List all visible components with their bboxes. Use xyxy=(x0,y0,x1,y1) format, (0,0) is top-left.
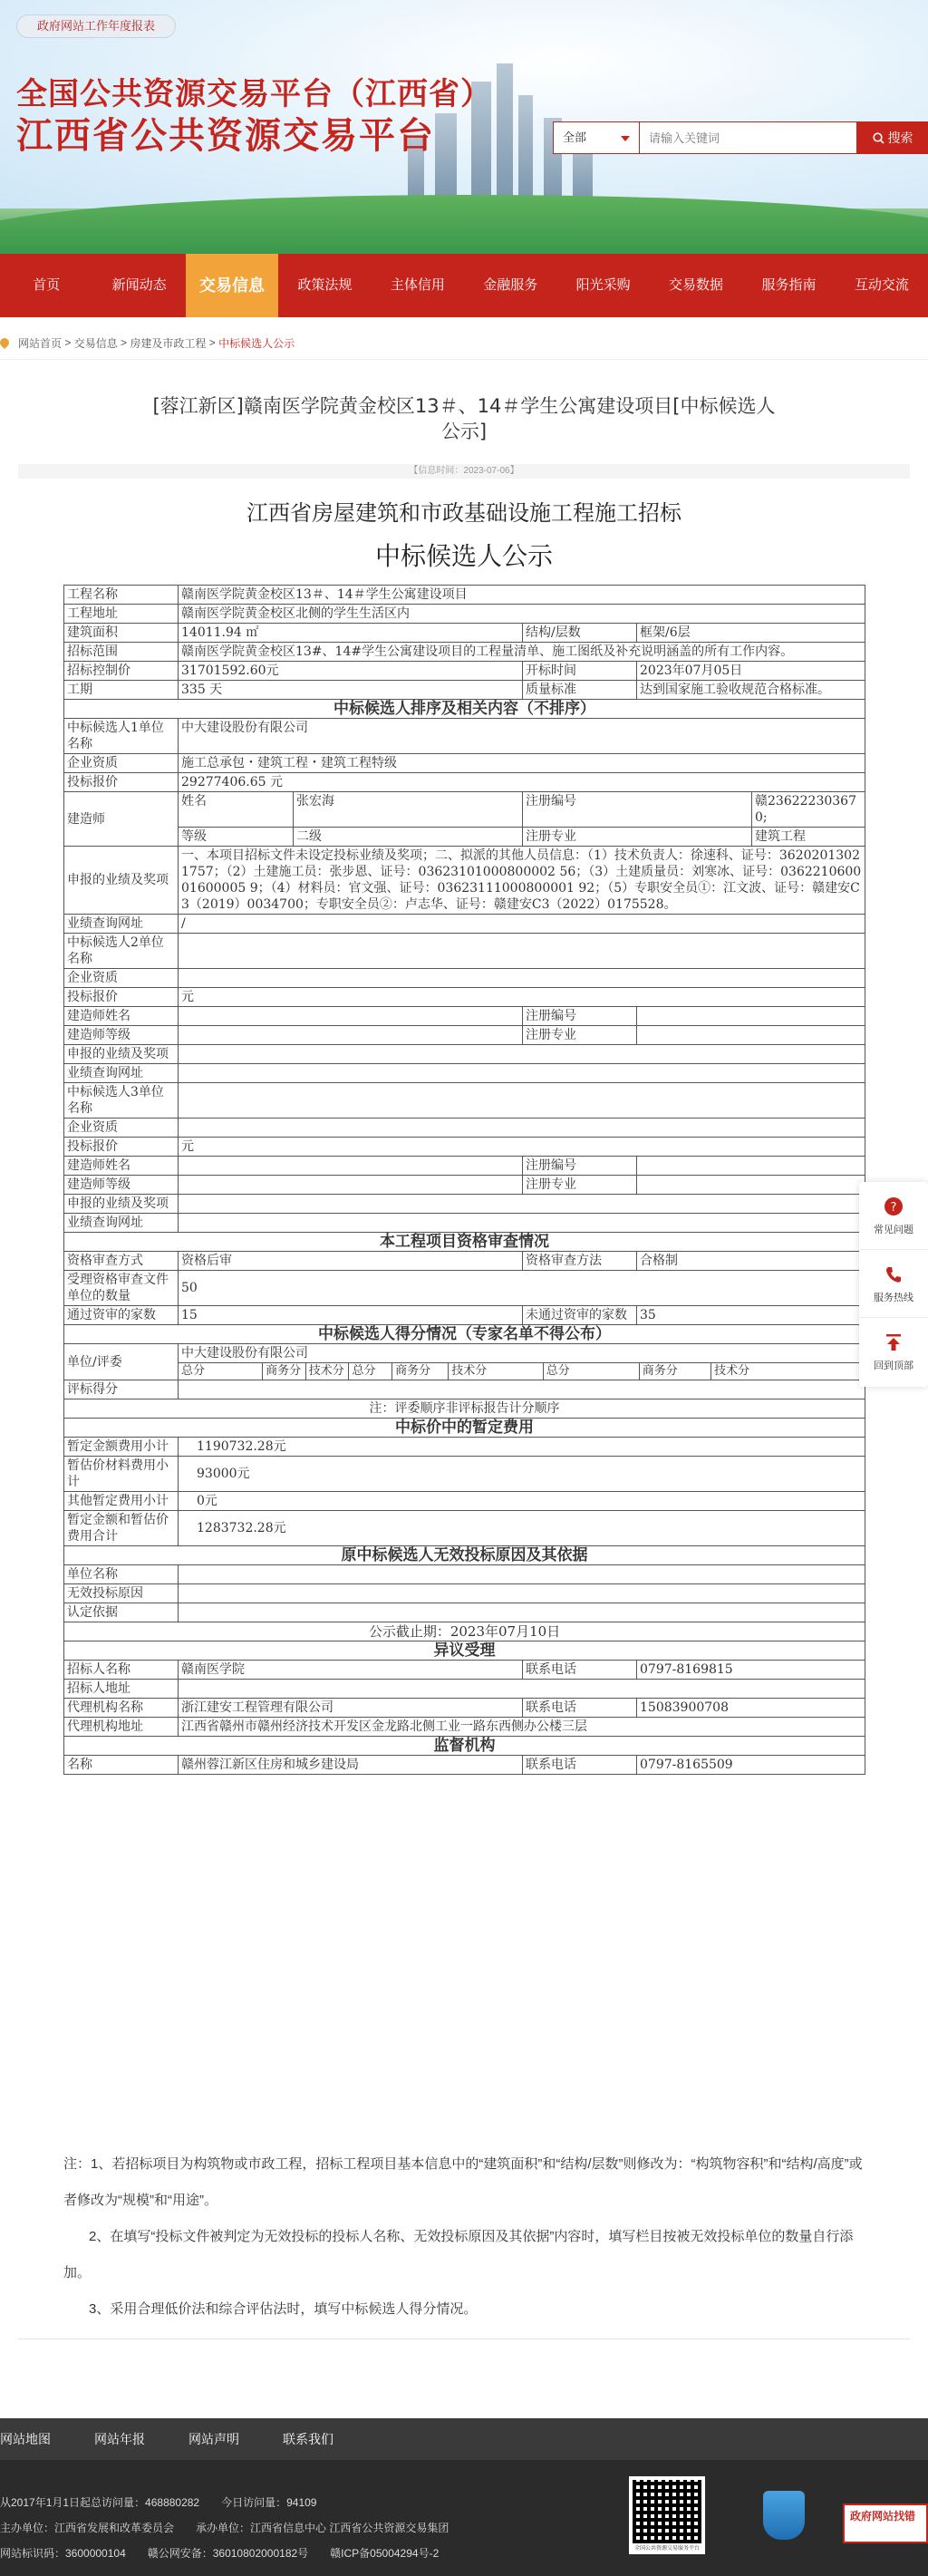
nav-guide[interactable]: 服务指南 xyxy=(761,277,817,293)
phone-icon xyxy=(884,1264,904,1284)
qr-code xyxy=(629,2476,705,2554)
doc-subheading: 中标候选人公示 xyxy=(374,541,553,571)
faq-button[interactable] xyxy=(859,1182,928,1250)
banner-building xyxy=(435,113,457,199)
table-row: 业绩查询网址 xyxy=(64,1214,865,1233)
nav-policy[interactable]: 政策法规 xyxy=(297,277,353,293)
footer-site-ids: 网站标识码：3600000104 赣公网安备：36010802000182号 赣ICP备05004294号-2 xyxy=(0,2547,440,2560)
breadcrumb-category[interactable]: 房建及市政工程 xyxy=(130,336,207,350)
back-to-top-label: 回到顶部 xyxy=(874,1361,914,1371)
table-row: 工期 335 天 质量标准 达到国家施工验收规范合格标准。 xyxy=(64,681,865,700)
table-row: 暂估价材料费用小计 93000元 xyxy=(64,1457,865,1492)
hotline-button[interactable] xyxy=(859,1250,928,1318)
announcement-table xyxy=(63,585,865,1775)
table-row: 中标候选人2单位名称 xyxy=(64,934,865,969)
table-row: 招标人地址 xyxy=(64,1680,865,1699)
table-row: 代理机构地址 江西省赣州市赣州经济技术开发区金龙路北侧工业一路东西侧办公楼三层 xyxy=(64,1718,865,1737)
footer-host-info: 主办单位：江西省发展和改革委员会 承办单位：江西省信息中心 江西省公共资源交易集团 xyxy=(0,2522,450,2534)
table-row: 建造师等级 注册专业 xyxy=(64,1026,865,1045)
section-header: 原中标候选人无效投标原因及其依据 xyxy=(64,1546,865,1565)
qr-pattern xyxy=(633,2480,701,2543)
table-row: 评标得分 xyxy=(64,1380,865,1399)
section-header: 中标候选人得分情况（专家名单不得公布） xyxy=(64,1325,865,1344)
table-row: 企业资质 xyxy=(64,969,865,988)
chevron-down-icon xyxy=(621,136,630,141)
gov-error-report-link[interactable]: 政府网站找错 xyxy=(843,2503,928,2543)
table-row: 招标控制价 31701592.60元 开标时间 2023年07月05日 xyxy=(64,662,865,681)
nav-trade-info[interactable]: 交易信息 xyxy=(186,254,278,317)
table-row: 工程地址 赣南医学院黄金校区北侧的学生生活区内 xyxy=(64,605,865,624)
table-row: 建造师 姓名 张宏海 注册编号 赣236222303670; xyxy=(64,792,865,828)
nav-data[interactable]: 交易数据 xyxy=(669,277,724,293)
nav-procurement[interactable]: 阳光采购 xyxy=(575,277,631,293)
header-banner xyxy=(0,0,928,254)
banner-building xyxy=(518,95,533,199)
footer-link-annual-report[interactable]: 网站年报 xyxy=(94,2432,145,2446)
hotline-label: 服务热线 xyxy=(874,1293,914,1303)
table-row: 建筑面积 14011.94 ㎡ 结构/层数 框架/6层 xyxy=(64,624,865,643)
table-row: 建造师姓名 注册编号 xyxy=(64,1157,865,1176)
table-row: 认定依据 xyxy=(64,1603,865,1622)
table-row: 无效投标原因 xyxy=(64,1584,865,1603)
table-row: 建造师等级 注册专业 xyxy=(64,1176,865,1195)
nav-home[interactable]: 首页 xyxy=(33,277,61,293)
faq-label: 常见问题 xyxy=(874,1225,914,1235)
breadcrumb-current: 中标候选人公示 xyxy=(218,336,295,350)
article-title: [蓉江新区]赣南医学院黄金校区13＃、14＃学生公寓建设项目[中标候选人公示] xyxy=(152,395,776,442)
table-row: 代理机构名称 浙江建安工程管理有限公司 联系电话 15083900708 xyxy=(64,1699,865,1718)
table-row xyxy=(64,1363,865,1380)
note-3: 3、采用合理低价法和综合评估法时，填写中标候选人得分情况。 xyxy=(89,2301,478,2317)
table-row: 暂定金额费用小计 1190732.28元 xyxy=(64,1438,865,1457)
divider xyxy=(0,359,928,360)
article-info-time: 【信息时间：2023-07-06】 xyxy=(18,464,910,479)
breadcrumb: 网站首页 > 交易信息 > 房建及市政工程 > 中标候选人公示 xyxy=(0,332,295,353)
table-row: 业绩查询网址 xyxy=(64,1064,865,1083)
search-button-label: 搜索 xyxy=(887,131,914,145)
table-row: 企业资质 施工总承包・建筑工程・建筑工程特级 xyxy=(64,754,865,773)
footer-visit-stats: 从2017年1月1日起总访问量：468880282 今日访问量：94109 xyxy=(0,2496,317,2509)
nav-finance[interactable]: 金融服务 xyxy=(483,277,538,293)
table-row: 投标报价 元 xyxy=(64,988,865,1007)
search-scope-value: 全部 xyxy=(563,131,587,144)
table-row: 申报的业绩及奖项 xyxy=(64,1045,865,1064)
score-subheader: 总分 商务分 技术分 总分 商务分 技术分 总分 商务分 技术分 xyxy=(179,1363,865,1380)
table-row: 企业资质 xyxy=(64,1119,865,1138)
section-header: 异议受理 xyxy=(64,1641,865,1661)
table-row: 申报的业绩及奖项 一、本项目招标文件未设定投标业绩及奖项；二、拟派的其他人员信息：（1）技术负责人：徐速科、证号：36202013021757；（2）土建施工员：张步恩、证号：03623101000800002 56；（3）土建质量员：刘寒冰、证号：036221060001600005 9；（4）材料员：官文强、证号：03623111000800001 92；（5）专职安全员①：江文波、证号：赣建安C3（2019）0034700；专职安全员②：卢志华、证号：赣建安C3（2022）0175528。 xyxy=(64,847,865,915)
breadcrumb-trade[interactable]: 交易信息 xyxy=(73,336,118,350)
table-row: 建造师姓名 注册编号 xyxy=(64,1007,865,1026)
banner-building xyxy=(497,63,513,199)
table-row: 资格审查方式 资格后审 资格审查方法 合格制 xyxy=(64,1252,865,1271)
table-row: 通过资审的家数 15 未通过资审的家数 35 xyxy=(64,1306,865,1325)
floating-side-panel xyxy=(859,1182,928,1387)
table-row: 中标候选人1单位名称 中大建设股份有限公司 xyxy=(64,719,865,754)
search-bar xyxy=(553,121,928,154)
police-badge-icon[interactable] xyxy=(763,2491,805,2540)
nav-news[interactable]: 新闻动态 xyxy=(111,277,167,293)
note-1: 注：1、若招标项目为构筑物或市政工程，招标工程项目基本信息中的“建筑面积”和“结构/层数”则修改为：“构筑物容积”和“结构/高度”或者修改为“规模”和“用途”。 xyxy=(63,2156,863,2208)
svg-text:?: ? xyxy=(890,1201,897,1215)
note-2: 2、在填写“投标文件被判定为无效投标的投标人名称、无效投标原因及其依据”内容时，填写栏目按被无效投标单位的数量自行添加。 xyxy=(63,2229,854,2281)
site-title-main: 江西省公共资源交易平台 xyxy=(16,114,435,157)
table-row: 招标范围 赣南医学院黄金校区13#、14#学生公寓建设项目的工程量清单、施工图纸及补充说明涵盖的所有工作内容。 xyxy=(64,643,865,662)
site-title-top: 全国公共资源交易平台（江西省） xyxy=(16,76,492,112)
table-row: 暂定金额和暂估价费用合计 1283732.28元 xyxy=(64,1511,865,1546)
table-row: 等级 二级 注册专业 建筑工程 xyxy=(64,828,865,847)
table-row: 投标报价 29277406.65 元 xyxy=(64,773,865,792)
table-row: 公示截止期：2023年07月10日 xyxy=(64,1622,865,1641)
section-header: 中标价中的暂定费用 xyxy=(64,1419,865,1438)
footer-link-sitemap[interactable]: 网站地图 xyxy=(0,2432,51,2446)
arrow-up-icon xyxy=(884,1332,904,1352)
footer-link-contact[interactable]: 联系我们 xyxy=(283,2432,334,2446)
back-to-top-button[interactable] xyxy=(859,1318,928,1386)
nav-interaction[interactable]: 互动交流 xyxy=(854,277,909,293)
table-row: 单位/评委 中大建设股份有限公司 xyxy=(64,1344,865,1363)
qr-caption: 全国公共资源交易服务平台 xyxy=(633,2546,700,2552)
location-pin-icon xyxy=(0,336,11,349)
section-header: 中标候选人排序及相关内容（不排序） xyxy=(64,700,865,719)
breadcrumb-home[interactable]: 网站首页 xyxy=(18,336,63,350)
section-header: 监督机构 xyxy=(64,1737,865,1756)
table-row: 注：评委顺序非评标报告计分顺序 xyxy=(64,1399,865,1419)
annual-report-link[interactable]: 政府网站工作年度报表 xyxy=(16,15,176,38)
table-row: 单位名称 xyxy=(64,1565,865,1584)
table-row: 工程名称 赣南医学院黄金校区13＃、14＃学生公寓建设项目 xyxy=(64,586,865,605)
table-row: 其他暂定费用小计 0元 xyxy=(64,1492,865,1511)
search-input[interactable] xyxy=(640,121,857,154)
footer xyxy=(0,2418,928,2576)
table-row: 招标人名称 赣南医学院 联系电话 0797-8169815 xyxy=(64,1661,865,1680)
search-button[interactable] xyxy=(857,121,928,154)
footer-link-statement[interactable]: 网站声明 xyxy=(188,2432,239,2446)
table-row: 中标候选人3单位名称 xyxy=(64,1083,865,1119)
table-row: 投标报价 元 xyxy=(64,1138,865,1157)
nav-credit[interactable]: 主体信用 xyxy=(390,277,445,293)
section-header: 本工程项目资格审查情况 xyxy=(64,1233,865,1252)
search-icon xyxy=(873,132,884,144)
search-scope-select[interactable] xyxy=(553,121,640,154)
table-row: 受理资格审查文件单位的数量 50 xyxy=(64,1271,865,1306)
question-icon xyxy=(884,1196,904,1216)
table-row: 业绩查询网址 / xyxy=(64,915,865,934)
table-row: 名称 赣州蓉江新区住房和城乡建设局 联系电话 0797-8165509 xyxy=(64,1756,865,1775)
main-nav xyxy=(0,254,928,317)
table-row: 申报的业绩及奖项 xyxy=(64,1195,865,1214)
doc-heading: 江西省房屋建筑和市政基础设施工程施工招标 xyxy=(246,500,682,526)
notes xyxy=(63,2146,865,2328)
footer-links xyxy=(0,2418,928,2460)
